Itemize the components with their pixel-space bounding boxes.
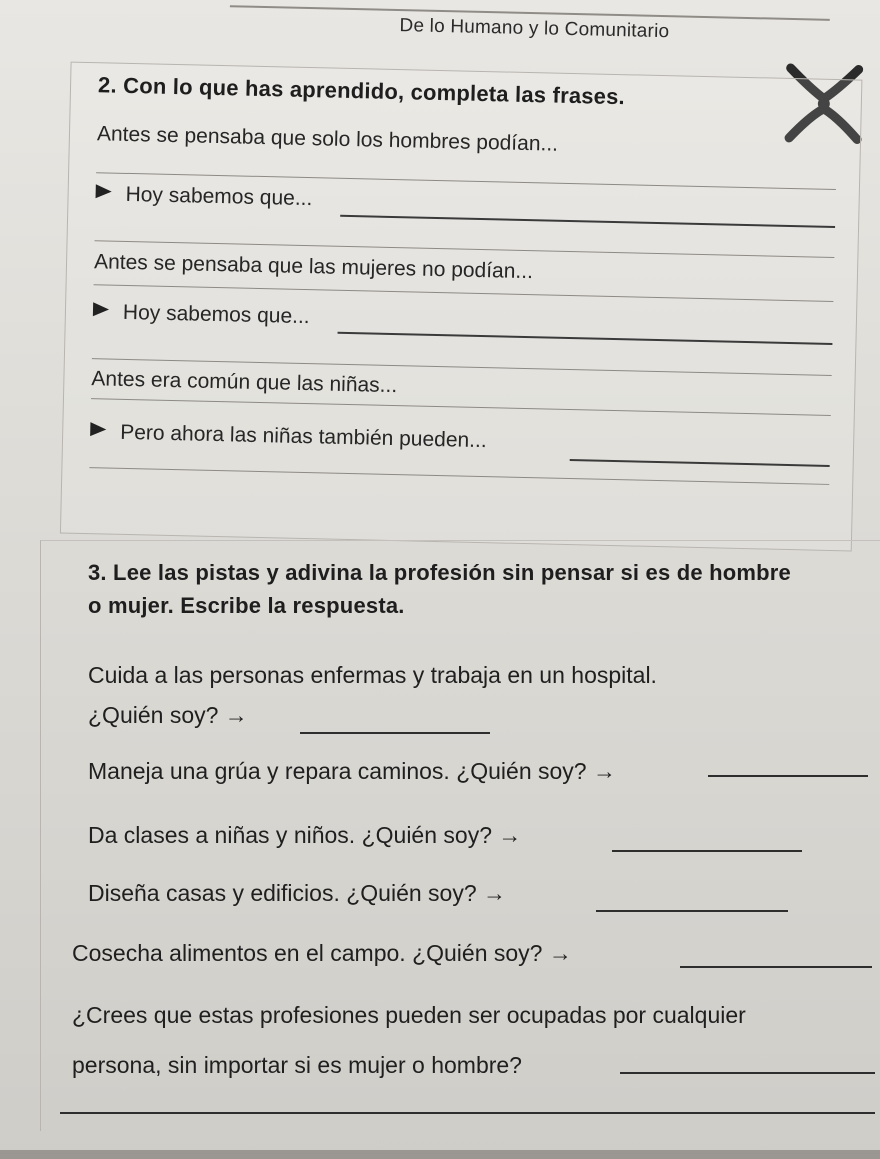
final-answer-line-2[interactable]: [60, 1112, 875, 1114]
final-answer-line[interactable]: [620, 1072, 875, 1074]
final-question-line-1: ¿Crees que estas profesiones pueden ser ocupadas por cualquier: [72, 1002, 746, 1028]
clue-1-line-1: Cuida a las personas enfermas y trabaja en un hospital.: [88, 662, 657, 688]
clue-4-answer-line[interactable]: [596, 910, 788, 912]
sentence-prompt: Antes era común que las niñas...: [91, 367, 398, 398]
clue-1-answer-line[interactable]: [300, 732, 490, 734]
sentence-prompt: Antes se pensaba que las mujeres no podían...: [93, 250, 534, 284]
exercise-2-title: 2. Con lo que has aprendido, completa las frases.: [97, 72, 626, 110]
sentence-prompt-text: Pero ahora las niñas también pueden...: [119, 420, 487, 453]
clue-5: Cosecha alimentos en el campo. ¿Quién soy? →: [72, 940, 572, 966]
clue-2: Maneja una grúa y repara caminos. ¿Quién soy? →: [88, 758, 616, 784]
clue-1-line-2: ¿Quién soy? →: [88, 702, 248, 728]
clue-4: Diseña casas y edificios. ¿Quién soy? →: [88, 880, 507, 906]
subject-header: De lo Humano y lo Comunitario: [399, 15, 670, 43]
sentence-prompt-bullet: [95, 182, 312, 211]
page-bottom-edge: [0, 1150, 880, 1159]
final-question-line-2: persona, sin importar si es mujer o hombre?: [72, 1052, 522, 1078]
arrow-bullet-icon: [96, 184, 112, 198]
exercise-3-title-line-1: 3. Lee las pistas y adivina la profesión sin pensar si es de hombre: [88, 560, 791, 585]
sentence-prompt-text: Hoy sabemos que...: [125, 182, 313, 211]
clue-5-answer-line[interactable]: [680, 966, 872, 968]
arrow-bullet-icon: [90, 422, 106, 436]
sentence-prompt: Antes se pensaba que solo los hombres podían...: [96, 122, 559, 156]
clue-3-answer-line[interactable]: [612, 850, 802, 852]
clue-3: Da clases a niñas y niños. ¿Quién soy? →: [88, 822, 522, 848]
sentence-prompt-bullet: [93, 300, 310, 329]
arrow-bullet-icon: [93, 302, 109, 316]
exercise-3-title-line-2: o mujer. Escribe la respuesta.: [88, 593, 405, 618]
clue-2-answer-line[interactable]: [708, 775, 868, 777]
sentence-prompt-text: Hoy sabemos que...: [122, 300, 310, 329]
